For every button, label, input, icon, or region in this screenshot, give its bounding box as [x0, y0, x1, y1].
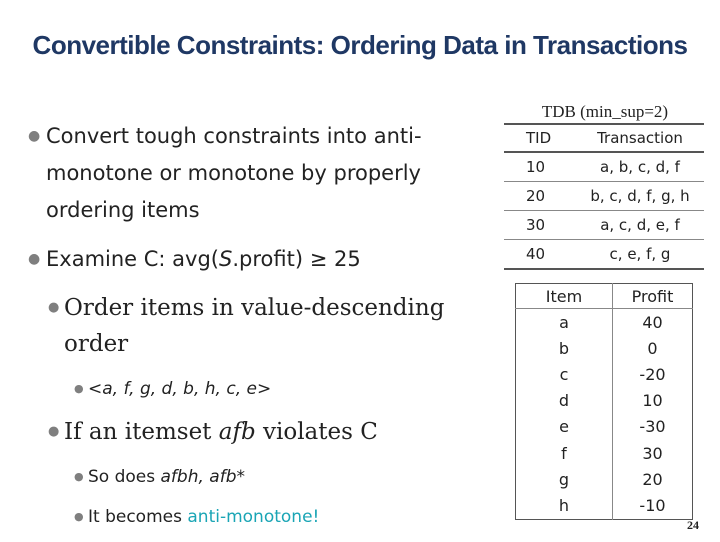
bullet-sequence-text: <a, f, g, d, b, h, c, e>: [88, 379, 272, 399]
table-row: [504, 182, 704, 211]
bullet-dot-icon: ●: [48, 424, 60, 439]
tdb-tid-cell: 10: [504, 152, 576, 182]
bullet-examine-var: S: [219, 247, 233, 271]
slide-title: Convertible Constraints: Ordering Data in Transactions: [32, 30, 688, 60]
table-row: [516, 309, 693, 336]
bullet-examine: [28, 241, 498, 278]
bullet-so-does-prefix: So does: [88, 467, 161, 487]
bullet-order: [28, 290, 498, 362]
bullet-becomes-highlight: anti-monotone!: [187, 507, 320, 527]
table-row: [516, 388, 693, 414]
profit-item-cell: a: [516, 309, 613, 336]
tdb-tid-cell: 40: [504, 240, 576, 270]
tdb-items-cell: c, e, f, g: [576, 240, 704, 270]
bullet-dot-icon: ●: [48, 300, 60, 315]
bullet-dot-icon: ●: [74, 510, 84, 523]
bullet-so-does: [28, 462, 498, 492]
bullet-order-text: Order items in value-descending order: [64, 295, 445, 357]
tdb-items-cell: b, c, d, f, g, h: [576, 182, 704, 211]
profit-value-cell: -20: [639, 364, 666, 384]
profit-item-cell: g: [516, 466, 613, 492]
bullet-violates: [28, 414, 498, 450]
tdb-header-row: [504, 124, 704, 152]
bullet-examine-suffix: .profit) ≥ 25: [232, 247, 361, 271]
profit-header-profit: Profit: [613, 284, 693, 309]
tdb-header-transaction: Transaction: [576, 124, 704, 152]
table-row: [516, 466, 693, 492]
bullet-dot-icon: ●: [74, 382, 84, 395]
tdb-tid-cell: 20: [504, 182, 576, 211]
profit-value-cell: 20: [642, 469, 663, 489]
tdb-items-cell: a, b, c, d, f: [576, 152, 704, 182]
profit-header-row: [516, 284, 693, 309]
bullet-convert: [28, 118, 498, 229]
table-row: [516, 414, 693, 440]
bullet-convert-text: Convert tough constraints into anti-monotone or monotone by properly ordering items: [46, 124, 422, 222]
bullet-dot-icon: ●: [28, 251, 41, 267]
profit-value-cell: 10: [642, 391, 663, 411]
bullet-violates-prefix: If an itemset: [64, 419, 219, 445]
tdb-title: TDB (min_sup=2): [541, 102, 669, 121]
profit-value-cell: -10: [639, 495, 666, 515]
table-row: [504, 211, 704, 240]
bullet-sequence: [28, 374, 498, 404]
profit-item-cell: b: [516, 335, 613, 361]
profit-header-item: Item: [516, 284, 613, 309]
bullet-becomes-prefix: It becomes: [88, 507, 188, 527]
profit-table: [515, 283, 693, 520]
profit-item-cell: h: [516, 492, 613, 519]
table-row: [516, 335, 693, 361]
tdb-tid-cell: 30: [504, 211, 576, 240]
profit-item-cell: c: [516, 361, 613, 387]
table-row: [504, 240, 704, 270]
page-number: 24: [687, 518, 699, 532]
table-row: [516, 361, 693, 387]
bullet-violates-itemset: afb: [218, 419, 256, 445]
table-row: [516, 440, 693, 466]
tdb-items-cell: a, c, d, e, f: [576, 211, 704, 240]
profit-value-cell: 0: [647, 338, 658, 358]
bullet-list: [28, 118, 498, 542]
profit-item-cell: f: [516, 440, 613, 466]
bullet-so-does-itemsets: afbh, afb*: [160, 467, 245, 487]
profit-value-cell: 40: [642, 312, 663, 332]
tdb-table: [504, 123, 704, 270]
profit-item-cell: e: [516, 414, 613, 440]
tdb-header-tid: TID: [504, 124, 576, 152]
table-row: [516, 492, 693, 519]
bullet-dot-icon: ●: [28, 128, 41, 144]
profit-value-cell: -30: [639, 417, 666, 437]
table-row: [504, 152, 704, 182]
bullet-violates-suffix: violates C: [255, 419, 378, 445]
profit-item-cell: d: [516, 388, 613, 414]
profit-value-cell: 30: [642, 443, 663, 463]
bullet-examine-prefix: Examine C: avg(: [46, 247, 219, 271]
bullet-dot-icon: ●: [74, 470, 84, 483]
bullet-becomes: [28, 502, 498, 532]
